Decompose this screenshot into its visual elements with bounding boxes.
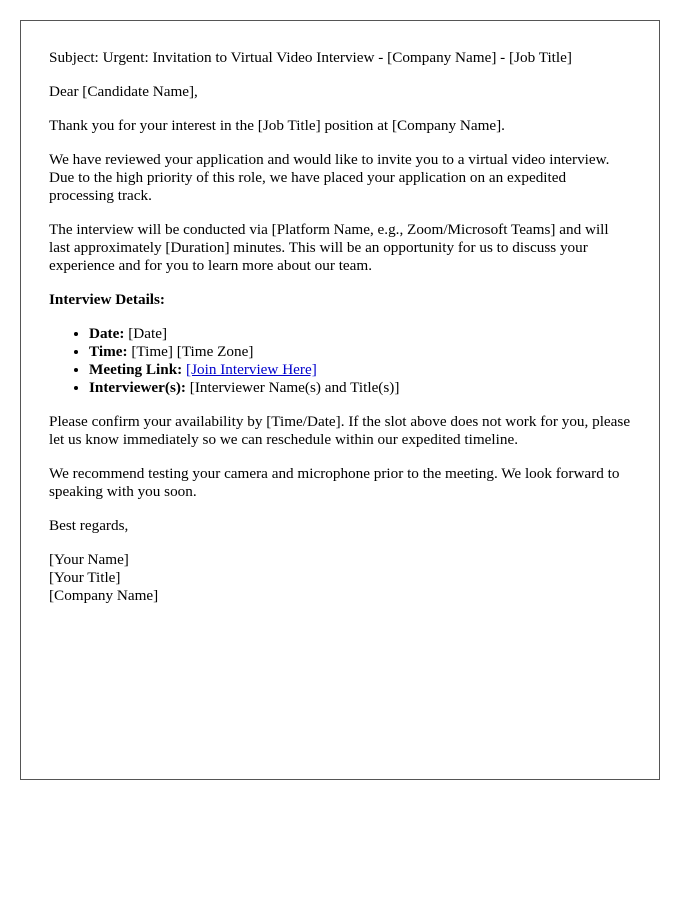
list-item-interviewers <box>89 379 631 397</box>
interview-details-heading: Interview Details: <box>49 291 165 308</box>
date-label: Date: <box>89 325 125 342</box>
interview-details-list <box>49 325 631 397</box>
letter-document <box>20 20 660 780</box>
paragraph-invitation: We have reviewed your application and would like to invite you to a virtual video interview. Due to the high priority of this role, we have placed your application on an expedited processing track. <box>49 151 610 204</box>
paragraph-platform: The interview will be conducted via [Platform Name, e.g., Zoom/Microsoft Teams] and will last approximately [Duration] minutes. This will be an opportunity for us to discuss your experience and for you to learn more about our team. <box>49 221 609 274</box>
paragraph-intro: Thank you for your interest in the [Job Title] position at [Company Name]. <box>49 117 505 134</box>
subject-line: Subject: Urgent: Invitation to Virtual Video Interview - [Company Name] - [Job Title] <box>49 49 572 66</box>
list-item-meeting-link <box>89 361 631 379</box>
list-item-time <box>89 343 631 361</box>
meeting-link-label: Meeting Link: <box>89 361 183 378</box>
signature-title: [Your Title] <box>49 569 121 586</box>
paragraph-recommend: We recommend testing your camera and microphone prior to the meeting. We look forward to speaking with you soon. <box>49 465 620 500</box>
paragraph-confirm: Please confirm your availability by [Time/Date]. If the slot above does not work for you, please let us know immediately so we can reschedule within our expedited timeline. <box>49 413 631 448</box>
greeting: Dear [Candidate Name], <box>49 83 198 100</box>
time-label: Time: <box>89 343 128 360</box>
meeting-link[interactable]: [Join Interview Here] <box>186 361 317 378</box>
date-value: [Date] <box>128 325 168 342</box>
interviewer-label: Interviewer(s): <box>89 379 186 396</box>
time-value: [Time] [Time Zone] <box>131 343 254 360</box>
signature-company: [Company Name] <box>49 587 159 604</box>
signature-block <box>49 551 631 605</box>
signature-name: [Your Name] <box>49 551 129 568</box>
closing: Best regards, <box>49 517 129 534</box>
interviewer-value: [Interviewer Name(s) and Title(s)] <box>189 379 400 396</box>
list-item-date <box>89 325 631 343</box>
